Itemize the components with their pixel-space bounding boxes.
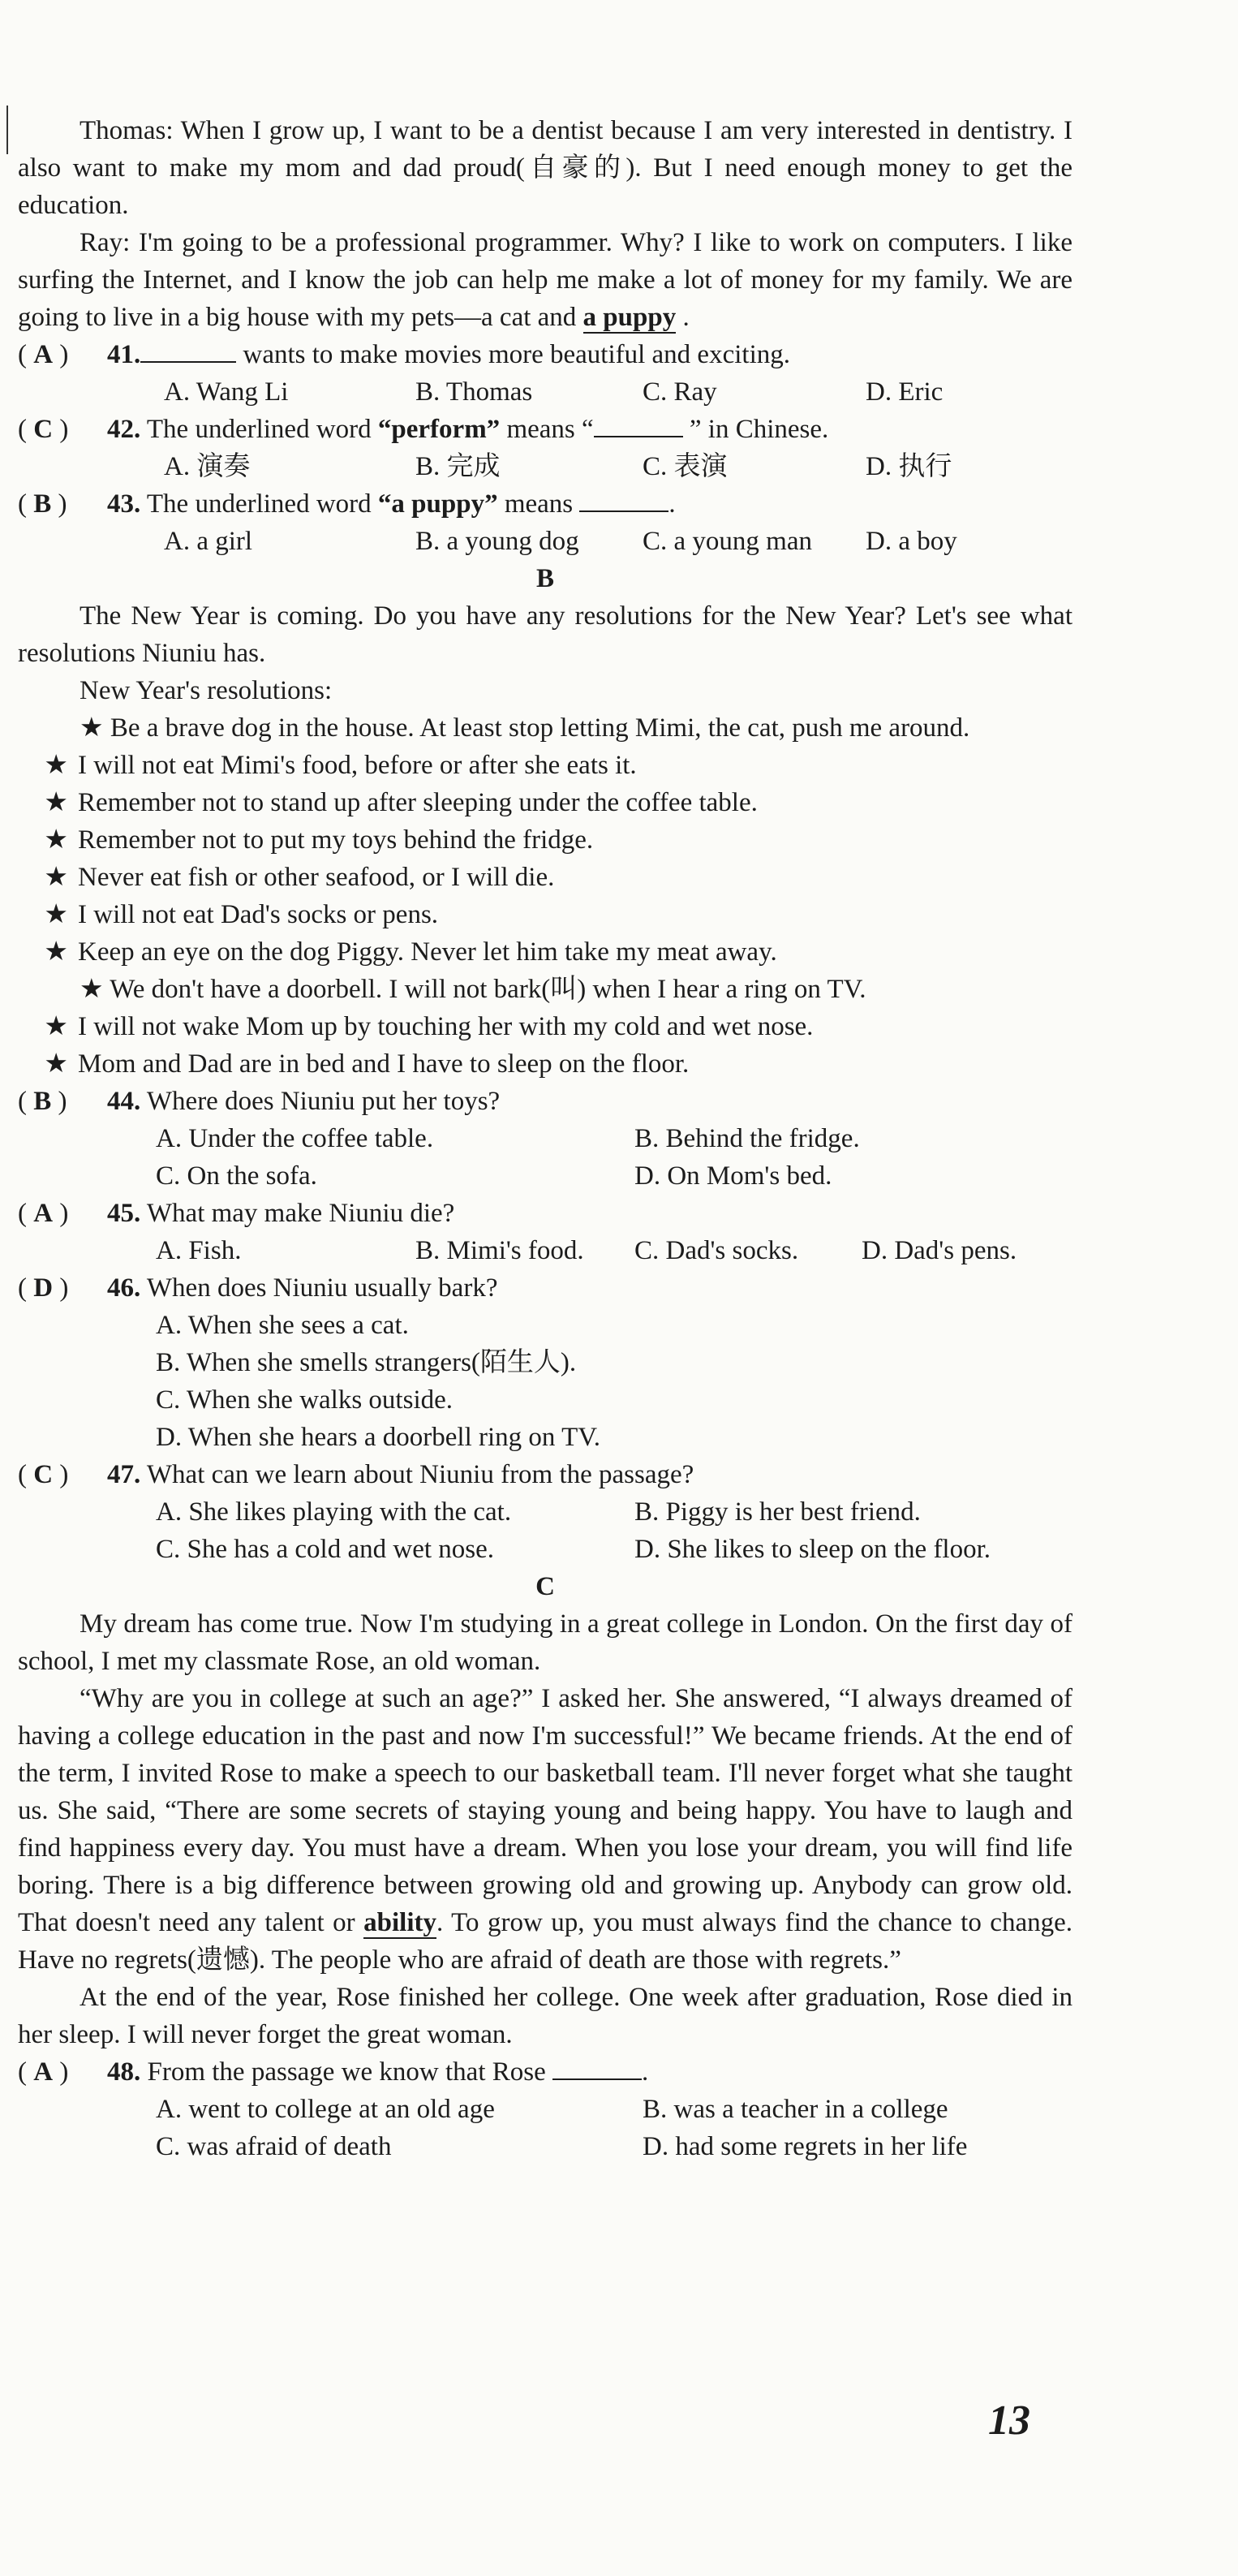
option: D. On Mom's bed.	[634, 1161, 832, 1191]
question-45: ( A ) 45. What may make Niuniu die?	[18, 1199, 455, 1228]
option: D. When she hears a doorbell ring on TV.	[156, 1423, 601, 1452]
option: A. When she sees a cat.	[156, 1311, 409, 1340]
option: B. Behind the fridge.	[634, 1124, 860, 1153]
option: B. Piggy is her best friend.	[634, 1497, 921, 1527]
resolution-item: ★ Remember not to put my toys behind the fridge.	[18, 821, 1073, 859]
margin-rule	[6, 106, 8, 154]
option: B. Mimi's food.	[415, 1236, 584, 1265]
section-c-paragraph-3: At the end of the year, Rose finished her college. One week after graduation, Rose died in her sleep. I will never forget the great woman.	[18, 1983, 1073, 2049]
option: A. Under the coffee table.	[156, 1124, 434, 1153]
star-icon: ★	[80, 975, 104, 1004]
section-c-paragraph-2: “Why are you in college at such an age?” I asked her. She answered, “I always dreamed of having a college education in the past and now I'm successful!” We became friends. At the end of the term, I invited Rose to make a speech to our basketball team. I'll never forget what she taught us. She said, “There are some secrets of staying young and being happy. You have to laugh and find happiness every day. You must have a dream. When you lose your dream, you will find life boring. There is a big difference between growing old and growing up. Anybody can grow old. That doesn't need any talent or ability. To grow up, you must always find the chance to change. Have no regrets(遗憾). The people who are afraid of death are those with regrets.”	[18, 1684, 1073, 1975]
option: B. When she smells strangers(陌生人).	[156, 1348, 577, 1377]
option: D. She likes to sleep on the floor.	[634, 1535, 991, 1564]
option: C. a young man	[643, 527, 812, 556]
option: B. was a teacher in a college	[643, 2095, 948, 2124]
answer-blank	[594, 411, 683, 437]
worksheet-page	[18, 112, 1073, 2165]
option: C. When she walks outside.	[156, 1385, 454, 1415]
option: C. On the sofa.	[156, 1161, 317, 1191]
option: C. Ray	[643, 377, 717, 407]
option: A. went to college at an old age	[156, 2095, 495, 2124]
option: C. Dad's socks.	[634, 1236, 799, 1265]
section-c-paragraph-1: My dream has come true. Now I'm studying in a great college in London. On the first day of school, I met my classmate Rose, an old woman.	[18, 1609, 1073, 1676]
thomas-paragraph: Thomas: When I grow up, I want to be a dentist because I am very interested in dentistry. I also want to make my mom and dad proud(自豪的). But I need enough money to get the education.	[18, 116, 1073, 220]
star-icon: ★	[44, 1012, 68, 1041]
star-icon: ★	[44, 937, 68, 967]
answer-bracket: ( A )	[18, 340, 69, 369]
question-48: ( A ) 48. From the passage we know that Rose .	[18, 2053, 1073, 2091]
option: A. Fish.	[156, 1236, 242, 1265]
options-45	[18, 1232, 1073, 1269]
question-42: ( C ) 42. The underlined word “perform” means “ ” in Chinese.	[18, 411, 1073, 448]
star-icon: ★	[44, 1049, 68, 1079]
option: D. a boy	[866, 527, 957, 556]
option: A. She likes playing with the cat.	[156, 1497, 512, 1527]
option: C. was afraid of death	[156, 2132, 392, 2161]
option: B. a young dog	[415, 527, 579, 556]
question-46: ( D ) 46. When does Niuniu usually bark?	[18, 1273, 498, 1303]
resolution-item: ★ I will not wake Mom up by touching her with my cold and wet nose.	[18, 1008, 1073, 1045]
resolution-item: ★ I will not eat Mimi's food, before or after she eats it.	[18, 747, 1073, 784]
question-41: ( A ) 41. wants to make movies more beautiful and exciting.	[18, 336, 1073, 373]
answer-blank	[579, 486, 668, 512]
resolution-item: ★ Be a brave dog in the house. At least stop letting Mimi, the cat, push me around.	[80, 713, 970, 743]
answer-blank	[552, 2054, 642, 2080]
resolution-item: ★ We don't have a doorbell. I will not bark(叫) when I hear a ring on TV.	[80, 975, 866, 1004]
resolution-item: ★ Keep an eye on the dog Piggy. Never let him take my meat away.	[18, 933, 1073, 971]
option: A. a girl	[164, 527, 253, 556]
option: C. 表演	[643, 452, 728, 481]
resolution-item: ★ Remember not to stand up after sleeping under the coffee table.	[18, 784, 1073, 821]
question-44: ( B ) 44. Where does Niuniu put her toys?	[18, 1087, 501, 1116]
underlined-ability: ability	[363, 1908, 436, 1937]
resolutions-subtitle: New Year's resolutions:	[80, 676, 333, 705]
options-43	[18, 523, 1073, 560]
option: D. Eric	[866, 377, 944, 407]
option: D. had some regrets in her life	[643, 2132, 968, 2161]
answer-blank	[140, 337, 236, 363]
page-number: 13	[988, 2397, 1030, 2444]
options-44	[18, 1120, 1073, 1157]
underlined-a-puppy: a puppy	[582, 303, 677, 332]
option: D. Dad's pens.	[862, 1236, 1017, 1265]
section-c-heading: C	[535, 1572, 555, 1601]
ray-paragraph: Ray: I'm going to be a professional programmer. Why? I like to work on computers. I like surfing the Internet, and I know the job can help me make a lot of money for my family. We are going to live in a big house with my pets—a cat and a puppy .	[18, 228, 1073, 332]
star-icon: ★	[44, 825, 68, 855]
option: B. 完成	[415, 452, 501, 481]
section-b-intro: The New Year is coming. Do you have any resolutions for the New Year? Let's see what resolutions Niuniu has.	[18, 601, 1073, 668]
option: C. She has a cold and wet nose.	[156, 1535, 494, 1564]
star-icon: ★	[44, 751, 68, 780]
section-b-heading: B	[535, 564, 554, 593]
question-47: ( C ) 47. What can we learn about Niuniu from the passage?	[18, 1460, 694, 1489]
star-icon: ★	[44, 863, 68, 892]
resolution-item: ★ Mom and Dad are in bed and I have to sleep on the floor.	[18, 1045, 1073, 1083]
resolution-item: ★ Never eat fish or other seafood, or I will die.	[18, 859, 1073, 896]
option: A. Wang Li	[164, 377, 289, 407]
star-icon: ★	[80, 713, 104, 743]
option: A. 演奏	[164, 452, 251, 481]
options-42	[18, 448, 1073, 485]
option: D. 执行	[866, 452, 952, 481]
option: B. Thomas	[415, 377, 533, 407]
star-icon: ★	[44, 900, 68, 929]
question-43: ( B ) 43. The underlined word “a puppy” means .	[18, 485, 1073, 523]
options-41	[18, 373, 1073, 411]
star-icon: ★	[44, 788, 68, 817]
resolution-item: ★ I will not eat Dad's socks or pens.	[18, 896, 1073, 933]
